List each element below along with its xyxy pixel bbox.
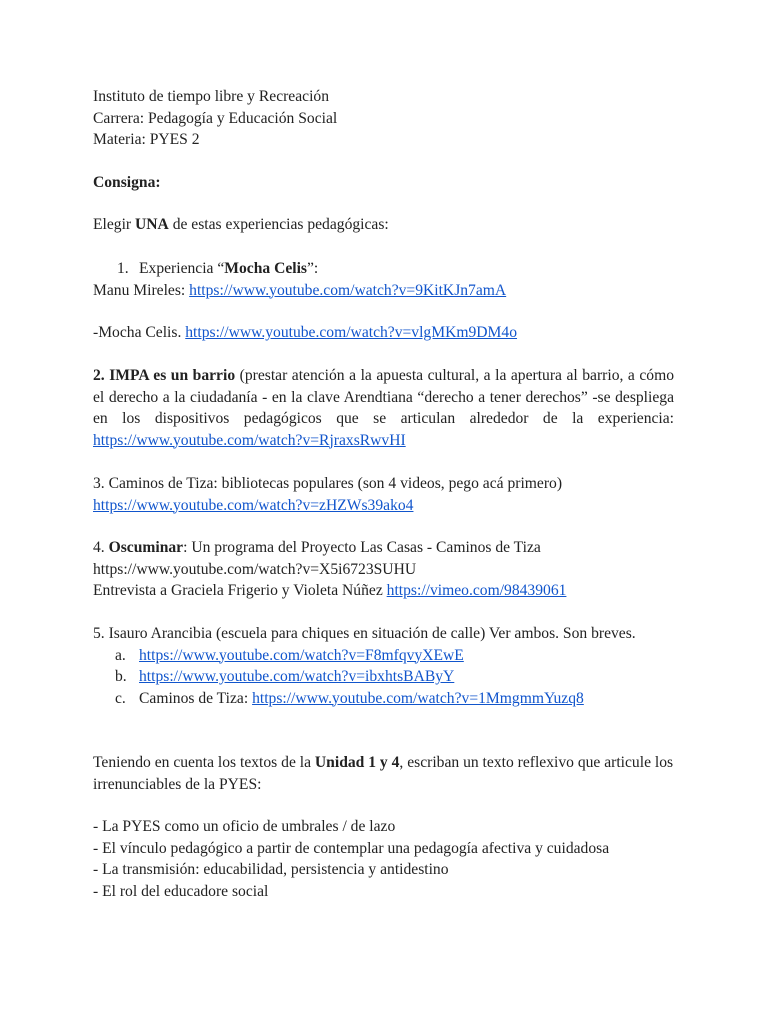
manu-label: Manu Mireles:: [93, 281, 190, 299]
list-item: - El vínculo pedagógico a partir de contemplar una pedagogía afectiva y cuidadosa: [93, 839, 610, 857]
intro-text-bold: UNA: [135, 216, 169, 233]
item-3: [93, 473, 674, 516]
item-1-marker: 1.: [117, 260, 129, 277]
career-line: Carrera: Pedagogía y Educación Social: [93, 109, 338, 127]
list-item: - El rol del educadore social: [93, 882, 269, 900]
list-item: - La transmisión: educabilidad, persistencia y antidestino: [93, 861, 449, 878]
interview-line: [93, 580, 674, 602]
mocha-celis-link[interactable]: https://www.youtube.com/watch?v=vlgMKm9DM4o: [185, 324, 518, 341]
mocha-label: -Mocha Celis.: [93, 324, 186, 341]
item-4-post: : Un programa del Proyecto Las Casas - Caminos de Tiza: [183, 539, 541, 556]
isauro-link-a[interactable]: https://www.youtube.com/watch?v=F8mfqvyXEwE: [139, 646, 464, 664]
intro-paragraph: [93, 214, 674, 236]
item-5: [93, 623, 674, 709]
consigna-heading: [93, 172, 674, 194]
subject-line: Materia: PYES 2: [93, 131, 200, 148]
isauro-link-b[interactable]: https://www.youtube.com/watch?v=ibxhtsBAByY: [139, 668, 455, 685]
manu-mireles-link[interactable]: https://www.youtube.com/watch?v=9KitKJn7amA: [189, 281, 507, 299]
irrenunciables-list: [93, 816, 674, 902]
item-4: [93, 537, 674, 602]
item-5-sub-b: [93, 666, 674, 688]
sub-a-marker: a.: [115, 646, 126, 664]
sub-c-label: Caminos de Tiza:: [139, 689, 253, 707]
item-2-title: 2. IMPA es un barrio: [93, 367, 236, 384]
item-2-paragraph: [93, 365, 674, 451]
consigna-label: Consigna:: [93, 174, 161, 191]
item-1-heading: [93, 258, 674, 280]
document-header: [93, 86, 674, 151]
item-4-pre: 4.: [93, 539, 109, 556]
item-5-sub-c: [93, 688, 674, 710]
institute-line: Instituto de tiempo libre y Recreación: [93, 88, 330, 105]
closing-paragraph: [93, 752, 674, 795]
item-5-sub-a: [93, 645, 674, 667]
item-4-heading: [93, 537, 674, 559]
closing-bold: Unidad 1 y 4: [314, 754, 400, 771]
impa-link[interactable]: https://www.youtube.com/watch?v=RjraxsRwvHI: [93, 431, 406, 449]
item-4-bold: Oscuminar: [108, 539, 184, 556]
intro-text-pre: Elegir: [93, 216, 135, 233]
closing-post: , escriban un texto reflexivo que articule los irrenunciables de la PYES:: [93, 754, 674, 793]
item-3-text: 3. Caminos de Tiza: bibliotecas populares (son 4 videos, pego acá primero): [93, 475, 563, 492]
item-1-post: ”:: [307, 260, 319, 277]
sub-b-marker: b.: [115, 668, 127, 685]
closing-pre: Teniendo en cuenta los textos de la: [93, 754, 315, 771]
vimeo-link[interactable]: https://vimeo.com/98439061: [386, 582, 567, 599]
item-1: [93, 258, 674, 301]
item-2-text: (prestar atención a la apuesta cultural, a la apertura al barrio, a cómo el derecho a la ciudadanía - en la clave Arendtiana “derecho a tener derechos” -se despliega en los dispositivos pedagógicos que se articulan alrededor de la experiencia:: [93, 367, 675, 427]
oscuminar-url-text: https://www.youtube.com/watch?v=X5i6723SUHU: [93, 560, 417, 578]
manu-mireles-line: [93, 280, 674, 302]
item-5-text: 5. Isauro Arancibia (escuela para chiques en situación de calle) Ver ambos. Son breves.: [93, 625, 636, 642]
mocha-celis-line: [93, 322, 674, 344]
intro-text-post: de estas experiencias pedagógicas:: [168, 216, 389, 233]
item-1-pre: Experiencia “: [139, 260, 225, 277]
item-1-bold: Mocha Celis: [224, 260, 308, 277]
caminos-tiza-link[interactable]: https://www.youtube.com/watch?v=zHZWs39ako4: [93, 496, 414, 514]
sub-c-marker: c.: [115, 689, 126, 707]
list-item: - La PYES como un oficio de umbrales / de lazo: [93, 818, 396, 835]
interview-label: Entrevista a Graciela Frigerio y Violeta Núñez: [93, 582, 387, 599]
isauro-link-c[interactable]: https://www.youtube.com/watch?v=1MmgmmYuzq8: [252, 689, 584, 707]
